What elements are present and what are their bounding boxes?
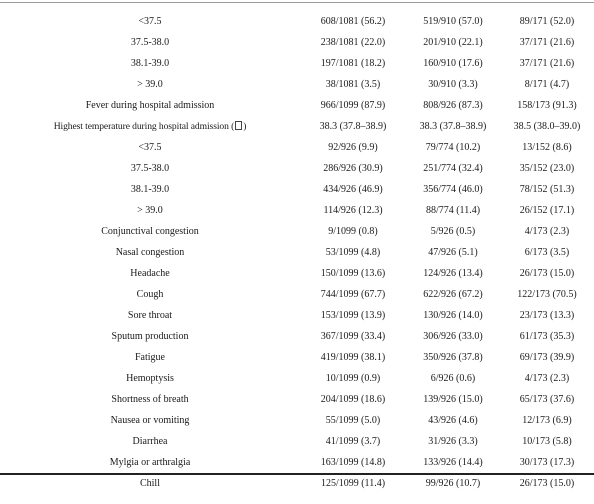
table-row (0, 284, 594, 305)
total-cell: 92/926 (9.9) (328, 142, 378, 153)
table-row (0, 368, 594, 389)
top-rule (0, 2, 594, 3)
row-label: > 39.0 (137, 205, 163, 216)
row-label: > 39.0 (137, 79, 163, 90)
group-a-cell: 124/926 (13.4) (423, 268, 483, 279)
total-cell: 53/1099 (4.8) (325, 247, 381, 258)
row-label: Hemoptysis (126, 373, 174, 384)
group-b-cell: 10/173 (5.8) (522, 436, 572, 447)
total-cell: 608/1081 (56.2) (320, 16, 386, 27)
table-row (0, 95, 594, 116)
total-cell: 163/1099 (14.8) (320, 457, 386, 468)
table-row (0, 347, 594, 368)
group-a-cell: 356/774 (46.0) (423, 184, 483, 195)
table-row (0, 242, 594, 263)
group-a-cell: 88/774 (11.4) (425, 205, 481, 216)
group-a-cell: 139/926 (15.0) (423, 394, 483, 405)
group-b-cell: 122/173 (70.5) (517, 289, 577, 300)
group-a-cell: 201/910 (22.1) (423, 37, 483, 48)
table-row (0, 410, 594, 431)
row-label: 38.1-39.0 (130, 58, 170, 69)
group-b-cell: 89/171 (52.0) (519, 16, 575, 27)
row-label: Nausea or vomiting (110, 415, 190, 426)
total-cell: 125/1099 (11.4) (320, 478, 386, 489)
group-a-cell: 6/926 (0.6) (430, 373, 476, 384)
group-b-cell: 65/173 (37.6) (519, 394, 575, 405)
row-label: Nasal congestion (115, 247, 185, 258)
row-label-suffix: ) (243, 121, 247, 132)
table-row (0, 473, 594, 494)
table-row (0, 431, 594, 452)
group-a-cell: 31/926 (3.3) (428, 436, 478, 447)
group-a-cell: 306/926 (33.0) (423, 331, 483, 342)
group-a-cell: 519/910 (57.0) (423, 16, 483, 27)
group-b-cell: 37/171 (21.6) (519, 37, 575, 48)
row-label: Chill (139, 478, 160, 489)
group-b-cell: 26/152 (17.1) (519, 205, 575, 216)
clinical-characteristics-table (0, 11, 594, 494)
group-a-cell: 622/926 (67.2) (423, 289, 483, 300)
table-row (0, 305, 594, 326)
unit-placeholder-icon (235, 121, 242, 130)
bottom-rule (0, 473, 594, 475)
table-row (0, 11, 594, 32)
group-a-cell: 133/926 (14.4) (423, 457, 483, 468)
group-b-cell: 61/173 (35.3) (519, 331, 575, 342)
group-b-cell: 6/173 (3.5) (524, 247, 570, 258)
total-cell: 419/1099 (38.1) (320, 352, 386, 363)
table-row (0, 200, 594, 221)
table-row (0, 221, 594, 242)
table-row (0, 263, 594, 284)
row-label: Headache (130, 268, 170, 279)
row-label: Diarrhea (132, 436, 168, 447)
row-label: Shortness of breath (111, 394, 189, 405)
row-label: 38.1-39.0 (130, 184, 170, 195)
group-a-cell: 43/926 (4.6) (428, 415, 478, 426)
group-b-cell: 12/173 (6.9) (522, 415, 572, 426)
group-b-cell: 69/173 (39.9) (519, 352, 575, 363)
row-label: <37.5 (138, 16, 162, 27)
group-b-cell: 78/152 (51.3) (519, 184, 575, 195)
group-b-cell: 38.5 (38.0–39.0) (513, 121, 581, 132)
row-label: 37.5-38.0 (130, 37, 170, 48)
table-row (0, 116, 594, 137)
total-cell: 38/1081 (3.5) (325, 79, 381, 90)
group-b-cell: 158/173 (91.3) (517, 100, 577, 111)
group-a-cell: 130/926 (14.0) (423, 310, 483, 321)
row-label: Sputum production (111, 331, 189, 342)
total-cell: 367/1099 (33.4) (320, 331, 386, 342)
total-cell: 55/1099 (5.0) (325, 415, 381, 426)
total-cell: 153/1099 (13.9) (320, 310, 386, 321)
group-b-cell: 4/173 (2.3) (524, 373, 570, 384)
group-a-cell: 350/926 (37.8) (423, 352, 483, 363)
total-cell: 238/1081 (22.0) (320, 37, 386, 48)
row-label: Cough (136, 289, 164, 300)
table-row (0, 452, 594, 473)
group-a-cell: 808/926 (87.3) (423, 100, 483, 111)
total-cell: 286/926 (30.9) (323, 163, 383, 174)
group-b-cell: 35/152 (23.0) (519, 163, 575, 174)
row-label (0, 116, 300, 137)
total-cell: 114/926 (12.3) (323, 205, 383, 216)
row-label: 37.5-38.0 (130, 163, 170, 174)
table-row (0, 74, 594, 95)
total-cell: 9/1099 (0.8) (328, 226, 378, 237)
group-a-cell: 251/774 (32.4) (423, 163, 483, 174)
group-a-cell: 99/926 (10.7) (425, 478, 481, 489)
group-a-cell: 38.3 (37.8–38.9) (419, 121, 487, 132)
group-b-cell: 23/173 (13.3) (519, 310, 575, 321)
table-row (0, 53, 594, 74)
group-b-cell: 30/173 (17.3) (519, 457, 575, 468)
group-a-cell: 5/926 (0.5) (430, 226, 476, 237)
total-cell: 434/926 (46.9) (323, 184, 383, 195)
row-label-text: Highest temperature during hospital admission ( (53, 121, 235, 132)
group-a-cell: 79/774 (10.2) (425, 142, 481, 153)
total-cell: 150/1099 (13.6) (320, 268, 386, 279)
row-label: Fever during hospital admission (85, 100, 215, 111)
table-row (0, 158, 594, 179)
row-label: Fatigue (135, 352, 165, 363)
row-label: Mylgia or arthralgia (109, 457, 191, 468)
group-b-cell: 8/171 (4.7) (524, 79, 570, 90)
group-b-cell: 37/171 (21.6) (519, 58, 575, 69)
total-cell: 41/1099 (3.7) (325, 436, 381, 447)
row-label: Sore throat (127, 310, 173, 321)
total-cell: 744/1099 (67.7) (320, 289, 386, 300)
group-b-cell: 4/173 (2.3) (524, 226, 570, 237)
group-a-cell: 30/910 (3.3) (428, 79, 478, 90)
row-label: <37.5 (138, 142, 162, 153)
group-b-cell: 26/173 (15.0) (519, 478, 575, 489)
table-row (0, 326, 594, 347)
row-label: Conjunctival congestion (101, 226, 199, 237)
table-row (0, 137, 594, 158)
group-a-cell: 160/910 (17.6) (423, 58, 483, 69)
table-body (0, 11, 594, 494)
group-a-cell: 47/926 (5.1) (428, 247, 478, 258)
group-b-cell: 26/173 (15.0) (519, 268, 575, 279)
table-row (0, 389, 594, 410)
total-cell: 204/1099 (18.6) (320, 394, 386, 405)
total-cell: 197/1081 (18.2) (320, 58, 386, 69)
total-cell: 10/1099 (0.9) (325, 373, 381, 384)
group-b-cell: 13/152 (8.6) (522, 142, 572, 153)
table-row (0, 179, 594, 200)
total-cell: 38.3 (37.8–38.9) (319, 121, 387, 132)
table-row (0, 32, 594, 53)
total-cell: 966/1099 (87.9) (320, 100, 386, 111)
